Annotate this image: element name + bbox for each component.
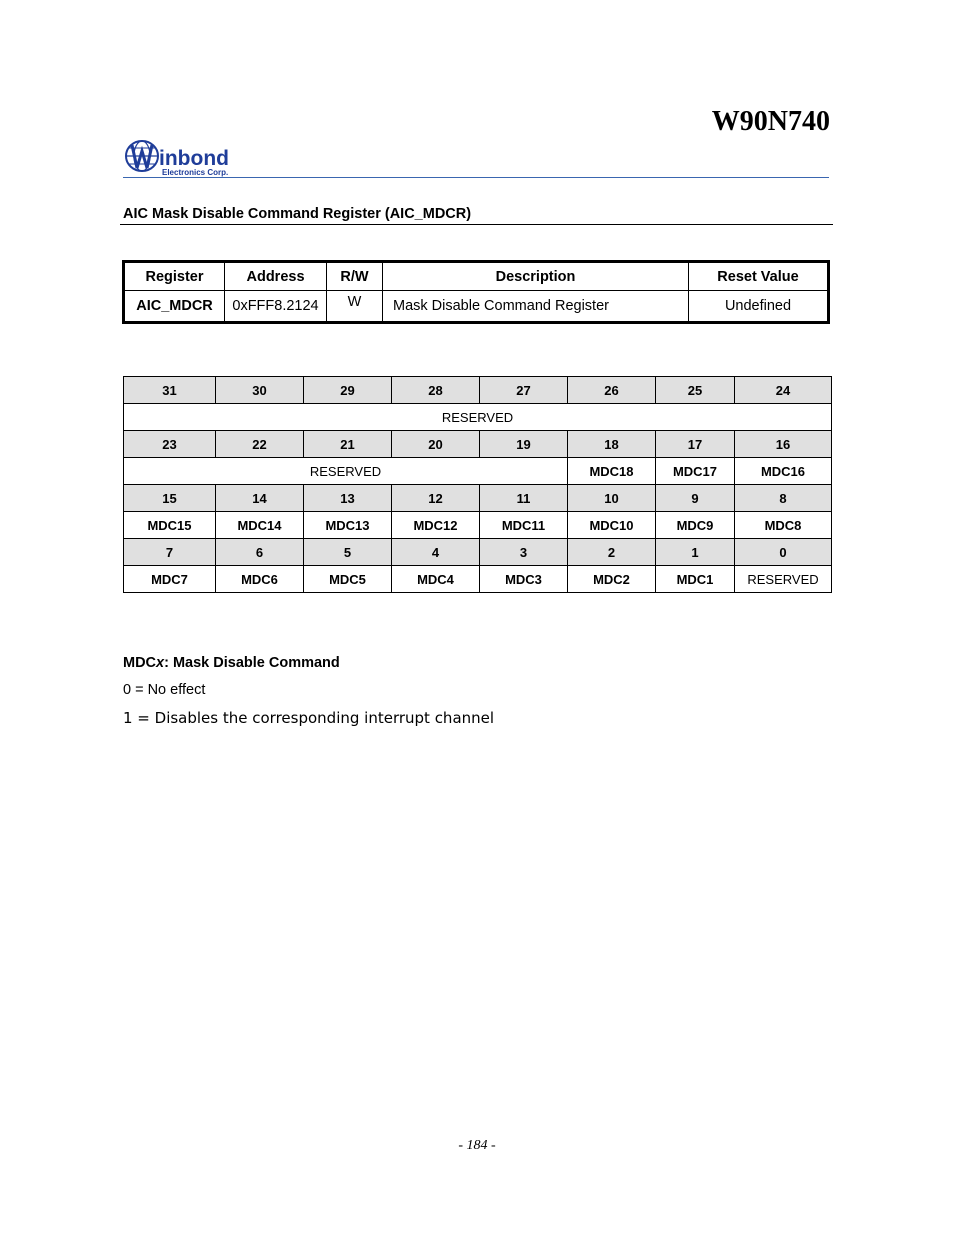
- bit-number-row: [124, 485, 832, 512]
- bit-field: MDC13: [304, 512, 392, 539]
- bit-number: 8: [735, 485, 832, 512]
- bit-number: 17: [656, 431, 735, 458]
- bit-field-row: [124, 566, 832, 593]
- bit-number: 7: [124, 539, 216, 566]
- bit-number: 16: [735, 431, 832, 458]
- field-heading: [123, 654, 340, 672]
- bit-number: 19: [480, 431, 568, 458]
- bit-field: MDC1: [656, 566, 735, 593]
- bit-number: 9: [656, 485, 735, 512]
- bit-number-row: [124, 539, 832, 566]
- bit-field: MDC6: [216, 566, 304, 593]
- bit-number: 13: [304, 485, 392, 512]
- bit-field: MDC5: [304, 566, 392, 593]
- bit-field: MDC7: [124, 566, 216, 593]
- bit-number: 5: [304, 539, 392, 566]
- bit-number: 22: [216, 431, 304, 458]
- bit-field: MDC8: [735, 512, 832, 539]
- bit-number: 29: [304, 377, 392, 404]
- field-name-var: x: [156, 655, 165, 671]
- field-name-prefix: MDC: [123, 655, 157, 671]
- bit-number: 10: [568, 485, 656, 512]
- bit-number-row: [124, 377, 832, 404]
- bit-number: 26: [568, 377, 656, 404]
- cell-description: Mask Disable Command Register: [383, 291, 689, 323]
- cell-reset-value: Undefined: [689, 291, 829, 323]
- bit-field: MDC16: [735, 458, 832, 485]
- bit-number: 24: [735, 377, 832, 404]
- globe-icon: [126, 141, 158, 171]
- logo-wordmark: inbond: [159, 147, 229, 170]
- bit-field-row: [124, 458, 832, 485]
- register-table-header-row: [124, 262, 829, 291]
- bit-number: 15: [124, 485, 216, 512]
- register-table: [122, 260, 830, 324]
- bit-number: 28: [392, 377, 480, 404]
- bit-field-reserved: RESERVED: [124, 404, 832, 431]
- bit-field: MDC14: [216, 512, 304, 539]
- bit-number: 25: [656, 377, 735, 404]
- cell-rw: W: [327, 291, 383, 323]
- bit-field: MDC17: [656, 458, 735, 485]
- bit-number: 21: [304, 431, 392, 458]
- register-table-row: [124, 291, 829, 323]
- field-name-suffix: : Mask Disable Command: [164, 655, 340, 671]
- bit-number: 6: [216, 539, 304, 566]
- bit-field-row: [124, 512, 832, 539]
- document-title: W90N740: [711, 106, 830, 137]
- bit-field: MDC12: [392, 512, 480, 539]
- header-register: Register: [124, 262, 225, 291]
- bit-number: 11: [480, 485, 568, 512]
- bit-field: MDC18: [568, 458, 656, 485]
- bit-field-row: [124, 404, 832, 431]
- field-value-1: 1 = Disables the corresponding interrupt channel: [123, 709, 495, 727]
- bit-number: 20: [392, 431, 480, 458]
- bit-field: MDC3: [480, 566, 568, 593]
- section-title: AIC Mask Disable Command Register (AIC_MDCR): [123, 206, 472, 222]
- header-rw: R/W: [327, 262, 383, 291]
- page-number: - 184 -: [458, 1138, 496, 1153]
- bit-field: MDC2: [568, 566, 656, 593]
- bit-number: 31: [124, 377, 216, 404]
- section-rule: [120, 224, 833, 225]
- header-description: Description: [383, 262, 689, 291]
- header-reset-value: Reset Value: [689, 262, 829, 291]
- bit-number: 12: [392, 485, 480, 512]
- bit-number-row: [124, 431, 832, 458]
- bit-field: MDC15: [124, 512, 216, 539]
- bit-number: 4: [392, 539, 480, 566]
- header-rule: [123, 177, 829, 178]
- cell-address: 0xFFF8.2124: [225, 291, 327, 323]
- bit-field-reserved: RESERVED: [735, 566, 832, 593]
- bit-number: 1: [656, 539, 735, 566]
- winbond-logo: [124, 137, 254, 179]
- bit-field-table: [123, 376, 832, 593]
- bit-field: MDC11: [480, 512, 568, 539]
- bit-number: 23: [124, 431, 216, 458]
- bit-number: 14: [216, 485, 304, 512]
- bit-number: 2: [568, 539, 656, 566]
- bit-field: MDC10: [568, 512, 656, 539]
- logo-subtitle: Electronics Corp.: [162, 168, 229, 177]
- bit-number: 27: [480, 377, 568, 404]
- field-value-0: 0 = No effect: [123, 682, 206, 698]
- header-address: Address: [225, 262, 327, 291]
- bit-field: MDC4: [392, 566, 480, 593]
- cell-register: AIC_MDCR: [124, 291, 225, 323]
- bit-field-reserved: RESERVED: [124, 458, 568, 485]
- bit-number: 18: [568, 431, 656, 458]
- bit-number: 0: [735, 539, 832, 566]
- bit-field: MDC9: [656, 512, 735, 539]
- bit-number: 3: [480, 539, 568, 566]
- bit-number: 30: [216, 377, 304, 404]
